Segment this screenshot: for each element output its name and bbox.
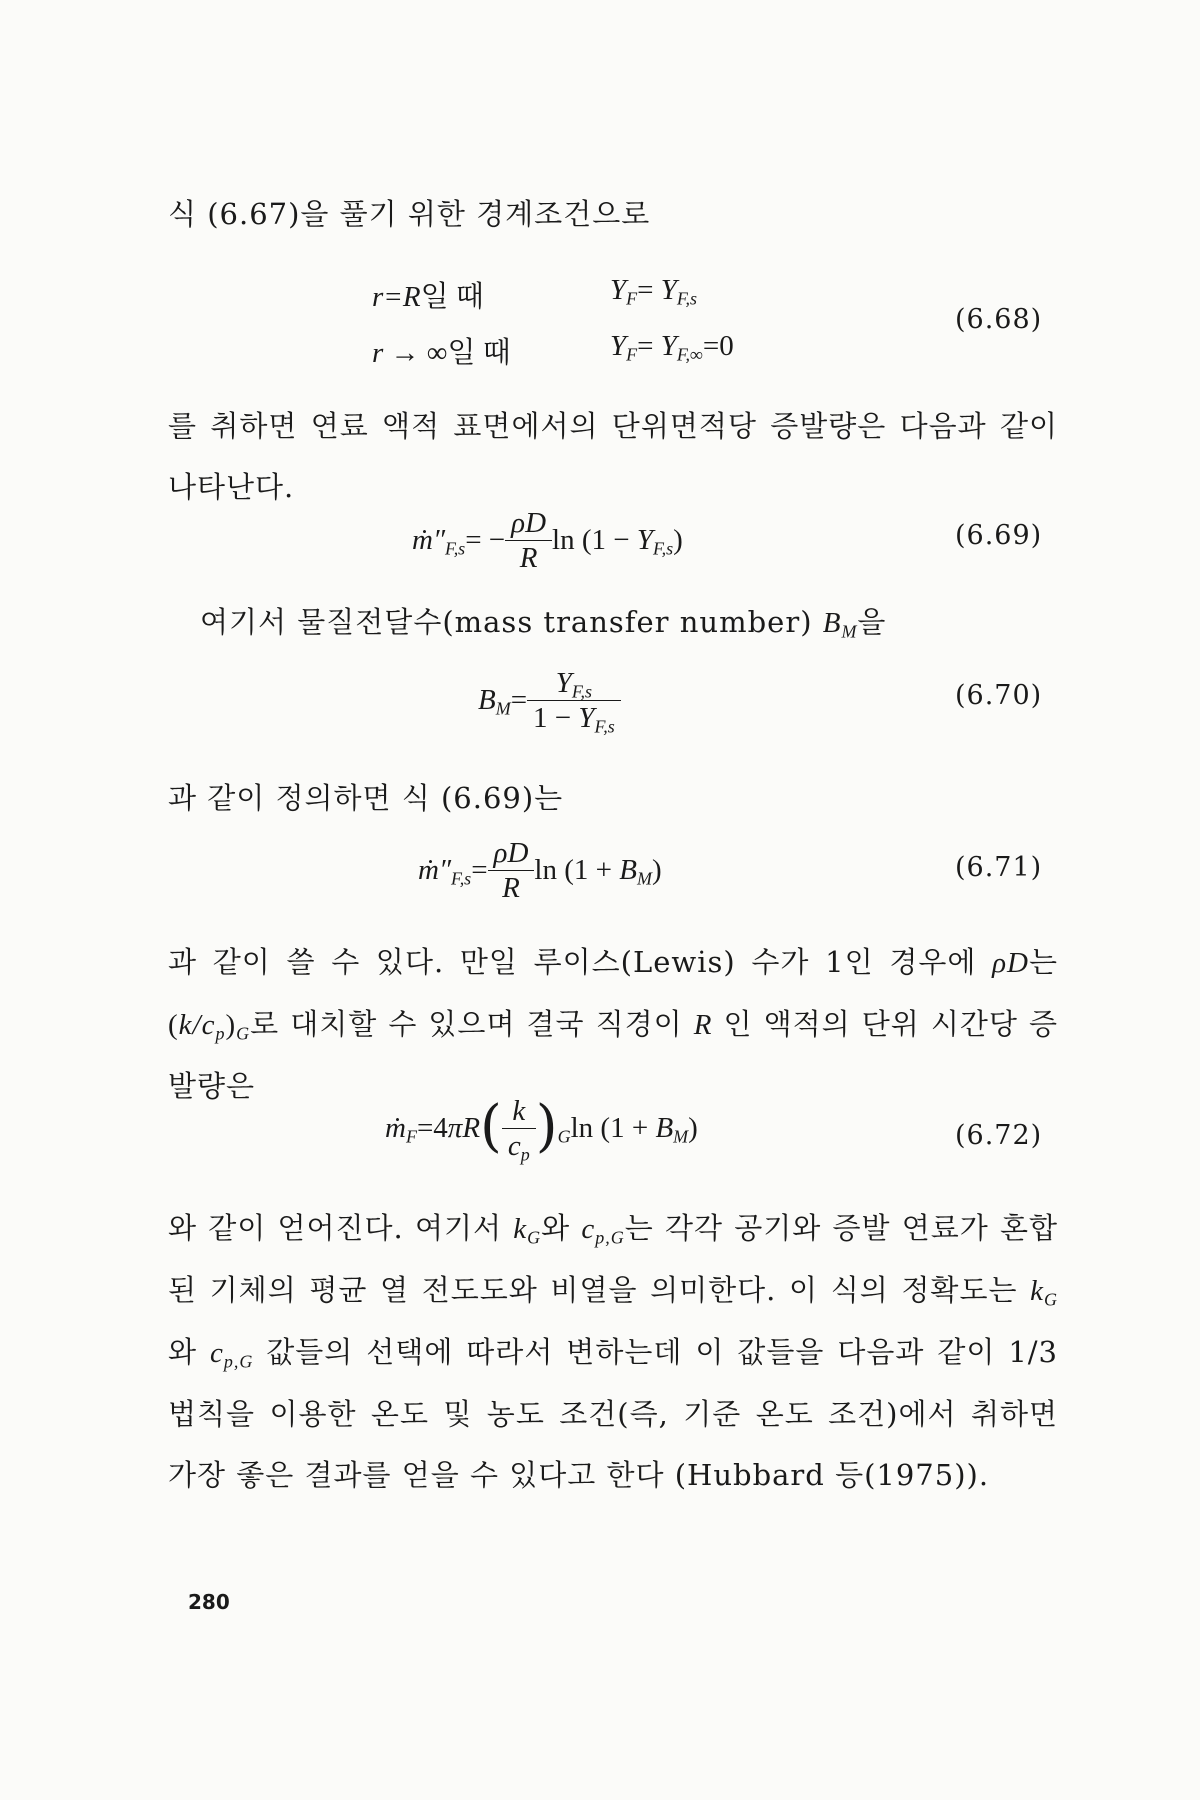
ref-text-2: 와 — [541, 1211, 582, 1245]
lewis-text-1: 과 같이 쓸 수 있다. 만일 루이스(Lewis) 수가 1인 경우에 — [168, 945, 993, 979]
equation-number-6-72: (6.72) — [955, 1120, 1043, 1151]
condition-2-right: $Y_F= Y_{F,\infty}=0$ — [610, 330, 734, 365]
intro-paragraph: 식 (6.67)을 풀기 위한 경계조건으로 — [168, 197, 651, 231]
ref-text-1: 와 같이 얻어진다. 여기서 — [168, 1211, 514, 1245]
equation-6-72: ṁ$_F$=4πR( $\frac{k}{c_p}$ )$_G\ln$ $(1 + B_M)$ — [385, 1094, 698, 1165]
condition-2-zero: =0 — [702, 330, 734, 362]
condition-1-label: 일 때 — [420, 281, 484, 313]
definition-paragraph: 과 같이 정의하면 식 (6.69)는 — [168, 781, 564, 815]
page-number: 280 — [188, 1590, 230, 1614]
ref-text-4: 와 — [168, 1335, 210, 1369]
equation-6-71: $ṁ''_{F,s}=$ $\frac{\rho D}{R}$ $\ln (1 + B_M)$ — [418, 837, 662, 904]
equation-number-6-69: (6.69) — [955, 520, 1043, 551]
reference-condition-paragraph: 와 같이 얻어진다. 여기서 $k_G$와 $c_{p,G}$는 각각 공기와 증발 연료가 혼합된 기체의 평균 열 전도도와 비열을 의미한다. 이 식의 정확도는 $k_G$와 $c_{p,G}$ 값들의 선택에 따라서 변하는데 이 값들을 다음과 같이 1/3 법칙을 이용한 온도 및 농도 조건(즉, 기준 온도 조건)에서 취하면 가장 좋은 결과를 얻을 수 있다고 한다 (Hubbard 등(1975)). — [168, 1211, 1059, 1492]
mass-transfer-suffix: 을 — [857, 605, 887, 639]
equation-6-69: $ṁ''_{F,s}=$ − $\frac{\rho D}{R}$ $\ln (1 - Y_{F,s})$ — [412, 507, 683, 574]
condition-1-left: r=R일 때 — [372, 281, 484, 313]
ref-text-3: 는 각각 공기와 증발 연료가 혼합된 기체의 평균 열 전도도와 비열을 의미한다. 이 식의 정확도는 — [168, 1211, 1059, 1307]
equation-6-70: $B_M=$ $\frac{Y_{F,s}}{1 - Y_{F,s}}$ — [478, 668, 621, 737]
lewis-text-4: 인 액적의 단위 시간당 증발량은 — [168, 1007, 1058, 1103]
lewis-text-3: 로 대치할 수 있으며 결국 직경이 — [250, 1007, 694, 1041]
equation-number-6-68: (6.68) — [955, 304, 1043, 335]
evaporation-rate-paragraph: 를 취하면 연료 액적 표면에서의 단위면적당 증발량은 다음과 같이 나타난다. — [168, 409, 1058, 504]
lewis-number-paragraph: 과 같이 쓸 수 있다. 만일 루이스(Lewis) 수가 1인 경우에 ρD는 $(k/c_p)_G$로 대치할 수 있으며 결국 직경이 R 인 액적의 단위 시간당 증발량은 — [168, 945, 1058, 1103]
condition-1-right: $Y_F= Y_{F,s}$ — [610, 274, 698, 309]
equation-number-6-71: (6.71) — [955, 852, 1043, 883]
mass-transfer-paragraph: 여기서 물질전달수(mass transfer number) $B_M$을 — [200, 605, 887, 642]
ref-text-5: 값들의 선택에 따라서 변하는데 이 값들을 다음과 같이 1/3 법칙을 이용한 온도 및 농도 조건(즉, 기준 온도 조건)에서 취하면 가장 좋은 결과를 얻을 수 있다고 한다 (Hubbard 등(1975)). — [168, 1335, 1058, 1492]
equation-number-6-70: (6.70) — [955, 680, 1043, 711]
lewis-text-2: 는 — [1028, 945, 1058, 979]
condition-2-label: 일 때 — [447, 337, 511, 369]
mass-transfer-text: 여기서 물질전달수(mass transfer number) — [200, 605, 823, 639]
condition-2-left: r → ∞일 때 — [372, 337, 511, 369]
